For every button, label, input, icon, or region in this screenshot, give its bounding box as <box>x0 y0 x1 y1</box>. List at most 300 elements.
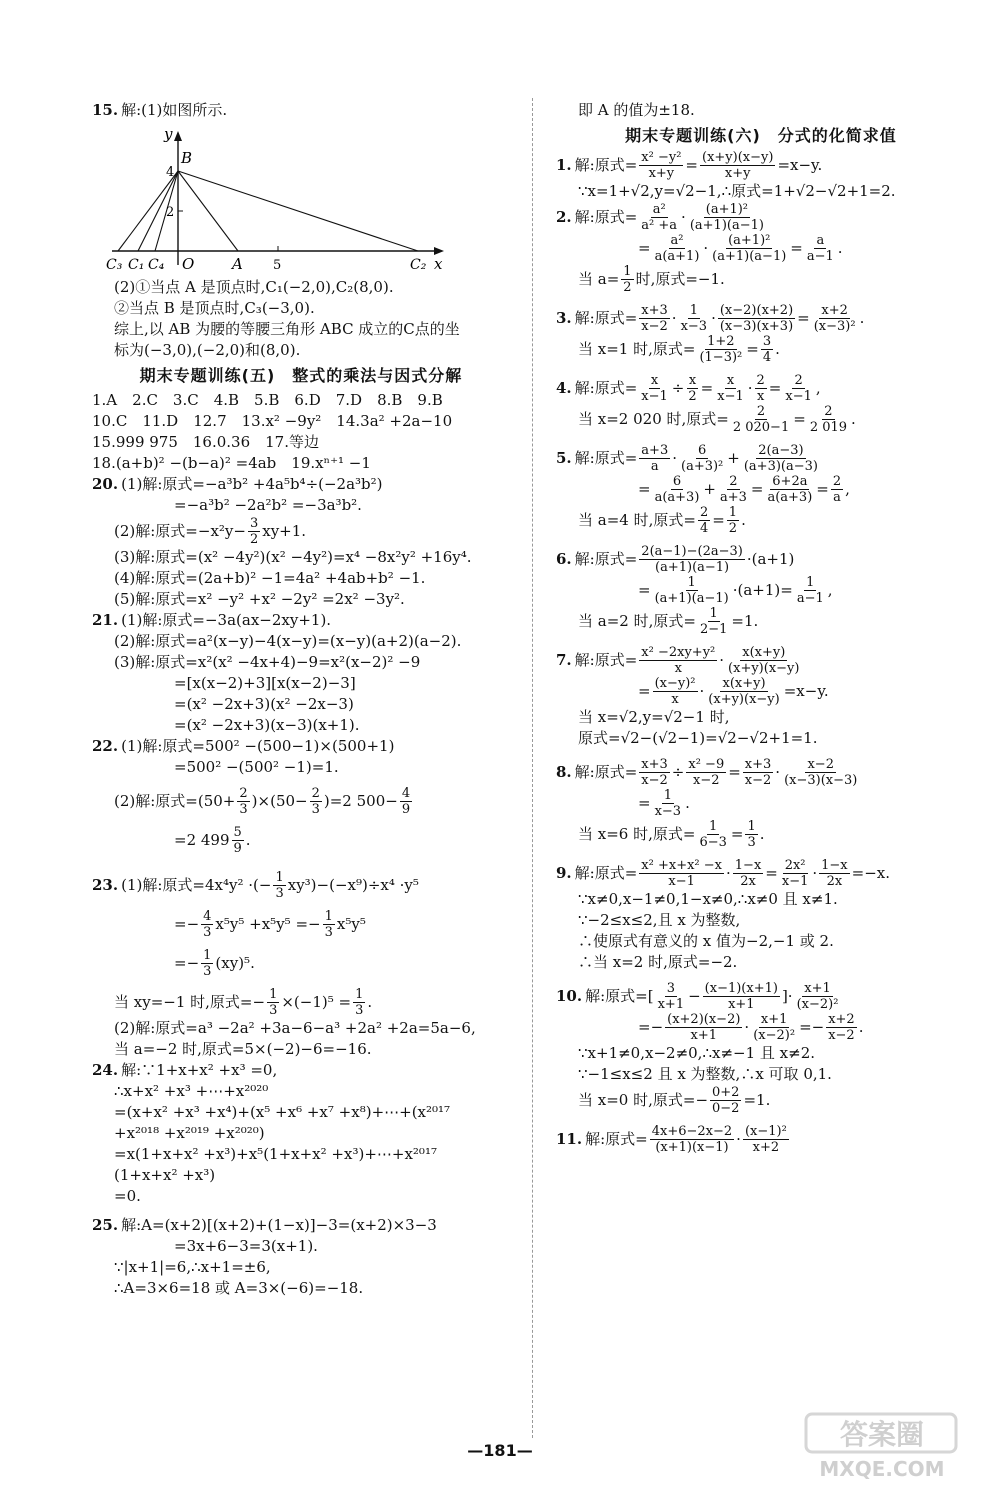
question-number: 2. <box>556 208 572 226</box>
answers-row4: 18.(a+b)² −(b−a)² =4ab 19.xⁿ⁺¹ −1 <box>92 454 371 472</box>
r-q4-line2 <box>556 404 966 435</box>
denominator: 9 <box>233 841 242 856</box>
q25-line2: =3x+6−3=3(x+1). <box>174 1237 318 1255</box>
segment-b-a <box>178 171 238 251</box>
fraction <box>310 786 322 817</box>
denominator: 2 019 <box>809 420 848 435</box>
answer-text: = <box>793 410 806 428</box>
fraction <box>201 909 213 940</box>
numerator: (x−1)(x+1) <box>704 981 778 996</box>
answer-text: = <box>638 794 651 812</box>
answer-text: 当 x=6 时,原式= <box>578 825 696 843</box>
fraction <box>679 443 725 474</box>
denominator: 3 <box>324 925 333 940</box>
fraction <box>267 987 279 1018</box>
fraction <box>700 150 775 181</box>
denominator: x−1 <box>785 389 812 404</box>
answer-text: · <box>719 651 725 669</box>
right-column <box>556 100 966 1155</box>
question-number: 9. <box>556 864 572 882</box>
answer-text: · <box>699 682 705 700</box>
fraction <box>400 786 412 817</box>
answer-text: = <box>685 156 698 174</box>
segment-b-c2 <box>178 171 418 251</box>
denominator: (x−3)(x−3) <box>784 773 858 788</box>
numerator: 1 <box>269 987 278 1002</box>
denominator: (1−3)² <box>699 350 743 365</box>
question-number: 15. <box>92 101 119 119</box>
denominator: x+2 <box>752 1140 780 1155</box>
numerator: 1 <box>203 948 212 963</box>
fraction <box>679 303 710 334</box>
q24-line5: =x(1+x+x² +x³)+x⁵(1+x+x² +x³)+⋯+x²⁰¹⁷ <box>114 1145 437 1163</box>
answers-row1: 1.A 2.C 3.C 4.B 5.B 6.D 7.D 8.B 9.B <box>92 391 443 409</box>
q22-line4 <box>92 825 510 856</box>
r-q1-line2: ∵x=1+√2,y=√2−1,∴原式=1+√2−√2+1=2. <box>578 182 896 200</box>
denominator: x <box>674 661 682 676</box>
fraction <box>726 645 801 676</box>
q22-line2: =500² −(500² −1)=1. <box>174 758 339 776</box>
answer-text: . <box>685 794 690 812</box>
answer-text: · <box>775 763 781 781</box>
numerator: 1 <box>689 303 698 318</box>
denominator: (x−2)² <box>753 1028 796 1043</box>
denominator: 2−1 <box>699 622 728 637</box>
answer-text: = <box>768 379 782 397</box>
fraction <box>765 474 814 505</box>
answer-text: = <box>797 309 810 327</box>
fraction <box>273 870 285 901</box>
r-q10-line4: ∵−1≤x≤2 且 x 为整数,∴x 可取 0,1. <box>578 1065 832 1083</box>
denominator: a−1 <box>806 249 834 264</box>
numerator: 2 <box>699 505 709 520</box>
answer-text: 当 a=4 时,原式= <box>578 511 696 529</box>
numerator: 6 <box>672 474 682 489</box>
question-number: 10. <box>556 987 583 1005</box>
r-q10-line5 <box>556 1085 966 1116</box>
point-c2-label: C₂ <box>410 257 427 273</box>
answer-text: · <box>747 379 753 397</box>
answer-text: = <box>790 239 803 257</box>
answer-text: ]· <box>781 987 793 1005</box>
answer-text: = <box>638 682 651 700</box>
answer-text: xy+1. <box>262 522 307 540</box>
denominator: x+1 <box>690 1028 718 1043</box>
fraction <box>650 1124 734 1155</box>
r-q5-line1 <box>556 443 966 474</box>
fraction <box>621 264 633 295</box>
q20-line4: (3)解:原式=(x² −4y²)(x² −4y²)=x⁴ −8x²y² +16y⁴. <box>114 548 472 566</box>
numerator: 4x+6−2x−2 <box>651 1124 733 1139</box>
fraction <box>782 757 859 788</box>
denominator: (x−2)² <box>796 997 839 1012</box>
question-number: 7. <box>556 651 572 669</box>
answer-text: · <box>672 449 677 467</box>
numerator: 1−x <box>821 858 848 873</box>
numerator: 2 <box>756 404 766 419</box>
answer-text: (1)解:原式=−a³b² +4a⁵b⁴÷(−2a³b²) <box>121 475 383 493</box>
numerator: x <box>726 373 735 388</box>
numerator: 2 <box>824 404 833 419</box>
point-c4-label: C₄ <box>148 257 165 273</box>
numerator: 1 <box>275 870 284 885</box>
answer-text: 当 a= <box>578 270 620 288</box>
q20-line6: (5)解:原式=x² −y² +x² −2y² =2x² −3y². <box>114 590 405 608</box>
numerator: 1 <box>687 575 696 590</box>
answer-text: 解:A=(x+2)[(x+2)+(1−x)]−3=(x+2)×3−3 <box>121 1216 437 1234</box>
r-q9-line1 <box>556 858 966 889</box>
q20-line2: =−a³b² −2a²b² =−3a³b². <box>174 496 362 514</box>
answer-text: = <box>750 480 764 498</box>
answer-text: (1)解:原式=−3a(ax−2xy+1). <box>121 611 332 629</box>
numerator: (x+2)(x−2) <box>667 1012 741 1027</box>
q22-line1 <box>92 736 510 757</box>
denominator: (a+1)(a−1) <box>655 560 730 575</box>
r-q2-line3 <box>556 264 966 295</box>
answer-text: 解:原式= <box>574 208 638 226</box>
numerator: 3 <box>762 334 772 349</box>
numerator: 1 <box>747 819 756 834</box>
q23-line3 <box>92 948 510 979</box>
denominator: x−2 <box>641 773 668 788</box>
answer-text: 解:原式= <box>585 1130 648 1148</box>
denominator: a(a+3) <box>654 490 700 505</box>
answers-row2: 10.C 11.D 12.7 13.x² −9y² 14.3a² +2a−10 <box>92 412 453 430</box>
numerator: 6+2a <box>772 474 808 489</box>
x-label: x <box>434 255 443 273</box>
fraction <box>733 858 764 889</box>
q21-line4: =[x(x−2)+3][x(x−2)−3] <box>174 674 356 692</box>
denominator: (a+3)(a−3) <box>743 459 818 474</box>
fraction <box>653 233 702 264</box>
q21-line5: =(x² −2x+3)(x² −2x−3) <box>174 695 354 713</box>
denominator: 2 <box>249 532 259 547</box>
numerator: 1 <box>728 505 738 520</box>
denominator: 2 <box>623 280 632 295</box>
answer-text: . <box>858 1018 864 1036</box>
q24-line2: ∴x+x² +x³ +⋯+x²⁰²⁰ <box>114 1082 269 1100</box>
y-axis-arrow <box>174 131 182 141</box>
q21-line6: =(x² −2x+3)(x−3)(x+1). <box>174 716 360 734</box>
fraction <box>795 981 841 1012</box>
q21-line3: (3)解:原式=x²(x² −4x+4)−9=x²(x−2)² −9 <box>114 653 421 671</box>
answer-text: ·(a+1) <box>746 550 795 568</box>
question-number: 3. <box>556 309 572 327</box>
tick-label-2: 2 <box>166 205 175 220</box>
answer-text: . <box>851 410 856 428</box>
question-number: 5. <box>556 449 572 467</box>
fraction <box>688 202 766 233</box>
numerator: x+3 <box>641 757 668 772</box>
q24-line6: (1+x+x² +x³) <box>114 1166 216 1184</box>
answer-text: =x−y. <box>783 682 829 700</box>
answer-text: , <box>827 581 833 599</box>
q21-line1 <box>92 610 510 631</box>
numerator: x² +x+x² −x <box>641 858 722 873</box>
numerator: x+1 <box>760 1012 788 1027</box>
r-q10-line1 <box>556 981 966 1012</box>
denominator: 2x <box>826 874 843 889</box>
fraction <box>706 676 781 707</box>
answer-text: . <box>367 993 373 1011</box>
numerator: 4 <box>203 909 212 924</box>
denominator: 2 <box>728 521 738 536</box>
numerator: x(x+y) <box>742 645 786 660</box>
r-q6-line2 <box>556 575 966 606</box>
fraction <box>686 373 698 404</box>
q23-line5: (2)解:原式=a³ −2a² +3a−6−a³ +2a² +2a=5a−6, <box>114 1019 476 1037</box>
answer-text: xy³)−(−x⁹)÷x⁴ ·y⁵ <box>287 876 419 894</box>
answer-text: . <box>837 239 843 257</box>
q22-line3 <box>92 786 510 817</box>
r-q6-line3 <box>556 606 966 637</box>
fraction <box>805 233 836 264</box>
fraction <box>639 150 683 181</box>
answer-text: =− <box>638 1018 664 1036</box>
origin-label: O <box>182 255 195 273</box>
denominator: 4 <box>699 521 709 536</box>
denominator: (x+y)(x−y) <box>708 692 780 707</box>
coordinate-graph <box>92 123 452 273</box>
denominator: 3 <box>203 964 212 979</box>
answer-text: · <box>812 864 818 882</box>
answer-text: ÷ <box>671 379 685 397</box>
fraction <box>751 1012 797 1043</box>
q24-line3: =(x+x² +x³ +x⁴)+(x⁵ +x⁶ +x⁷ +x⁸)+⋯+(x²⁰¹⁷ <box>114 1103 451 1121</box>
denominator: a² +a <box>641 218 678 233</box>
answer-text: =− <box>174 915 200 933</box>
answer-text: + <box>727 449 740 467</box>
answer-text: =1. <box>743 1091 771 1109</box>
numerator: a² <box>652 202 666 217</box>
denominator: 2 020−1 <box>732 420 790 435</box>
numerator: 1 <box>709 606 718 621</box>
carryover-line: 即 A 的值为±18. <box>578 101 695 119</box>
numerator: 6 <box>698 443 707 458</box>
numerator: x <box>688 373 697 388</box>
numerator: x² −y² <box>641 150 682 165</box>
answers-row3: 15.999 975 16.0.36 17.等边 <box>92 433 319 451</box>
numerator: (x+y)(x−y) <box>702 150 774 165</box>
answer-text: (1)解:原式=4x⁴y² ·(− <box>121 876 272 894</box>
numerator: x+2 <box>821 303 848 318</box>
answer-text: 当 x=1 时,原式= <box>578 340 696 358</box>
numerator: x−2 <box>807 757 834 772</box>
fraction <box>639 858 724 889</box>
denominator: x+y <box>648 166 675 181</box>
answer-text: , <box>845 480 850 498</box>
r-q9-line3: ∵−2≤x≤2,且 x 为整数, <box>578 911 741 929</box>
watermark-text-bottom: MXQE.COM <box>819 1457 945 1481</box>
answer-text: = <box>638 239 651 257</box>
fraction <box>353 987 365 1018</box>
answer-text: (xy)⁵. <box>215 954 255 972</box>
r-q7-line3: 当 x=√2,y=√2−1 时, <box>578 708 730 726</box>
answer-text: 解:原式= <box>574 449 638 467</box>
q15-line3: ②当点 B 是顶点时,C₃(−3,0). <box>114 299 315 317</box>
fraction <box>743 1124 789 1155</box>
fraction <box>697 819 728 850</box>
denominator: x−1 <box>781 874 809 889</box>
numerator: (x−2)(x+2) <box>719 303 794 318</box>
denominator: 3 <box>203 925 212 940</box>
fraction <box>665 1012 742 1043</box>
denominator: x−2 <box>744 773 772 788</box>
r-q3-line1 <box>556 303 966 334</box>
denominator: (x+1)(x−1) <box>655 1140 729 1155</box>
answer-text: 解:原式=[ <box>585 987 654 1005</box>
fraction <box>639 202 679 233</box>
q24-line4: +x²⁰¹⁸ +x²⁰¹⁹ +x²⁰²⁰) <box>114 1124 265 1142</box>
question-number: 22. <box>92 737 119 755</box>
denominator: (x−3)² <box>813 319 856 334</box>
fraction <box>639 443 670 474</box>
column-divider <box>532 98 533 1438</box>
fraction <box>745 819 757 850</box>
answer-text: =x−y. <box>777 156 823 174</box>
question-number: 6. <box>556 550 572 568</box>
answer-text: 解:(1)如图所示. <box>121 101 228 119</box>
point-a-label: A <box>232 255 243 273</box>
numerator: 1 <box>709 819 718 834</box>
answer-text: 解:原式= <box>574 763 638 781</box>
numerator: 1 <box>355 987 364 1002</box>
fraction <box>639 303 670 334</box>
denominator: x+1 <box>657 997 685 1012</box>
denominator: 6−3 <box>699 835 727 850</box>
answer-text: . <box>245 831 251 849</box>
q21-line2: (2)解:原式=a²(x−y)−4(x−y)=(x−y)(a+2)(a−2). <box>114 632 462 650</box>
denominator: 3 <box>269 1003 278 1018</box>
r-q9-line4: ∴使原式有意义的 x 值为−2,−1 或 2. <box>578 932 834 950</box>
answer-text: 解:原式= <box>574 309 638 327</box>
denominator: a <box>650 459 659 474</box>
r-q8-line3 <box>556 819 966 850</box>
numerator: x+1 <box>804 981 831 996</box>
denominator: 3 <box>275 886 284 901</box>
answer-text: = <box>712 511 725 529</box>
numerator: x+3 <box>641 303 668 318</box>
answer-text: = <box>638 581 651 599</box>
fraction <box>727 505 739 536</box>
numerator: 0+2 <box>712 1085 740 1100</box>
fraction <box>639 757 670 788</box>
denominator: x−1 <box>641 389 668 404</box>
r-q3-line2 <box>556 334 966 365</box>
answer-text: · <box>726 864 731 882</box>
fraction <box>697 334 744 365</box>
r-q6-line1 <box>556 544 966 575</box>
question-number: 21. <box>92 611 119 629</box>
denominator: (a+1)(a−1) <box>654 591 729 606</box>
numerator: 1−x <box>734 858 762 873</box>
numerator: x² −9 <box>688 757 725 772</box>
answer-text: · <box>711 309 716 327</box>
fraction <box>656 981 687 1012</box>
x-axis-arrow <box>434 247 444 255</box>
answer-text: ×(−1)⁵ = <box>281 993 352 1011</box>
fraction <box>639 544 745 575</box>
q15-line4: 综上,以 AB 为腰的等腰三角形 ABC 成立的C点的坐 <box>114 320 460 338</box>
tick-label-4: 4 <box>166 165 175 180</box>
answer-text: ÷ <box>671 763 685 781</box>
fraction <box>653 575 731 606</box>
q23-line1 <box>92 870 510 901</box>
point-c1-label: C₁ <box>128 257 145 273</box>
denominator: x−1 <box>668 874 695 889</box>
answer-text: x⁵y⁵ <box>336 915 366 933</box>
question-number: 4. <box>556 379 572 397</box>
page-number: —181— <box>467 1441 533 1460</box>
answer-text: = <box>638 480 651 498</box>
q23-line4 <box>92 987 510 1018</box>
answer-text: =1. <box>731 612 759 630</box>
denominator: (a+1)(a−1) <box>712 249 787 264</box>
numerator: 2 <box>239 786 248 801</box>
fraction <box>831 474 843 505</box>
question-number: 1. <box>556 156 572 174</box>
r-q10-line3: ∵x+1≠0,x−2≠0,∴x≠−1 且 x≠2. <box>578 1044 816 1062</box>
denominator: a <box>833 490 841 505</box>
point-b-label: B <box>181 149 193 167</box>
denominator: 2x <box>740 874 756 889</box>
answer-text: = <box>700 379 714 397</box>
answer-text: 解:原式= <box>574 864 638 882</box>
q25-line3: ∵|x+1|=6,∴x+1=±6, <box>114 1258 271 1276</box>
numerator: 2(a−3) <box>758 443 804 458</box>
denominator: x−2 <box>641 319 668 334</box>
question-number: 8. <box>556 763 572 781</box>
fraction <box>783 373 814 404</box>
question-number: 11. <box>556 1130 583 1148</box>
answer-text: · <box>703 239 709 257</box>
left-column <box>92 100 510 1299</box>
fraction <box>710 1085 741 1116</box>
numerator: 2 <box>756 373 765 388</box>
fraction <box>232 825 244 856</box>
numerator: 5 <box>233 825 242 840</box>
answer-text: + <box>703 480 716 498</box>
denominator: 2 <box>688 389 697 404</box>
fraction <box>237 786 249 817</box>
numerator: a <box>816 233 825 248</box>
question-number: 25. <box>92 1216 119 1234</box>
denominator: x <box>756 389 765 404</box>
fraction <box>703 981 780 1012</box>
answer-text: 解:原式= <box>574 156 638 174</box>
denominator: 0−2 <box>712 1101 740 1116</box>
watermark-logo <box>782 1412 982 1482</box>
answer-text: · <box>736 1130 741 1148</box>
denominator: 4 <box>762 350 772 365</box>
fraction <box>755 373 767 404</box>
numerator: 2 <box>794 373 803 388</box>
q23-line2 <box>92 909 510 940</box>
answer-text: =− <box>799 1018 825 1036</box>
answer-text: 解:原式= <box>574 550 638 568</box>
answer-text: =2 499 <box>174 831 230 849</box>
answer-text: . <box>759 825 765 843</box>
q15-line5: 标为(−3,0),(−2,0)和(8,0). <box>114 341 301 359</box>
numerator: 1 <box>663 788 672 803</box>
fraction <box>780 858 811 889</box>
fraction <box>718 303 795 334</box>
numerator: 2 <box>729 474 738 489</box>
answer-text: 解:∵1+x+x² +x³ =0, <box>121 1061 278 1079</box>
answer-text: = <box>730 825 744 843</box>
denominator: a(a+3) <box>767 490 813 505</box>
denominator: x <box>671 692 679 707</box>
